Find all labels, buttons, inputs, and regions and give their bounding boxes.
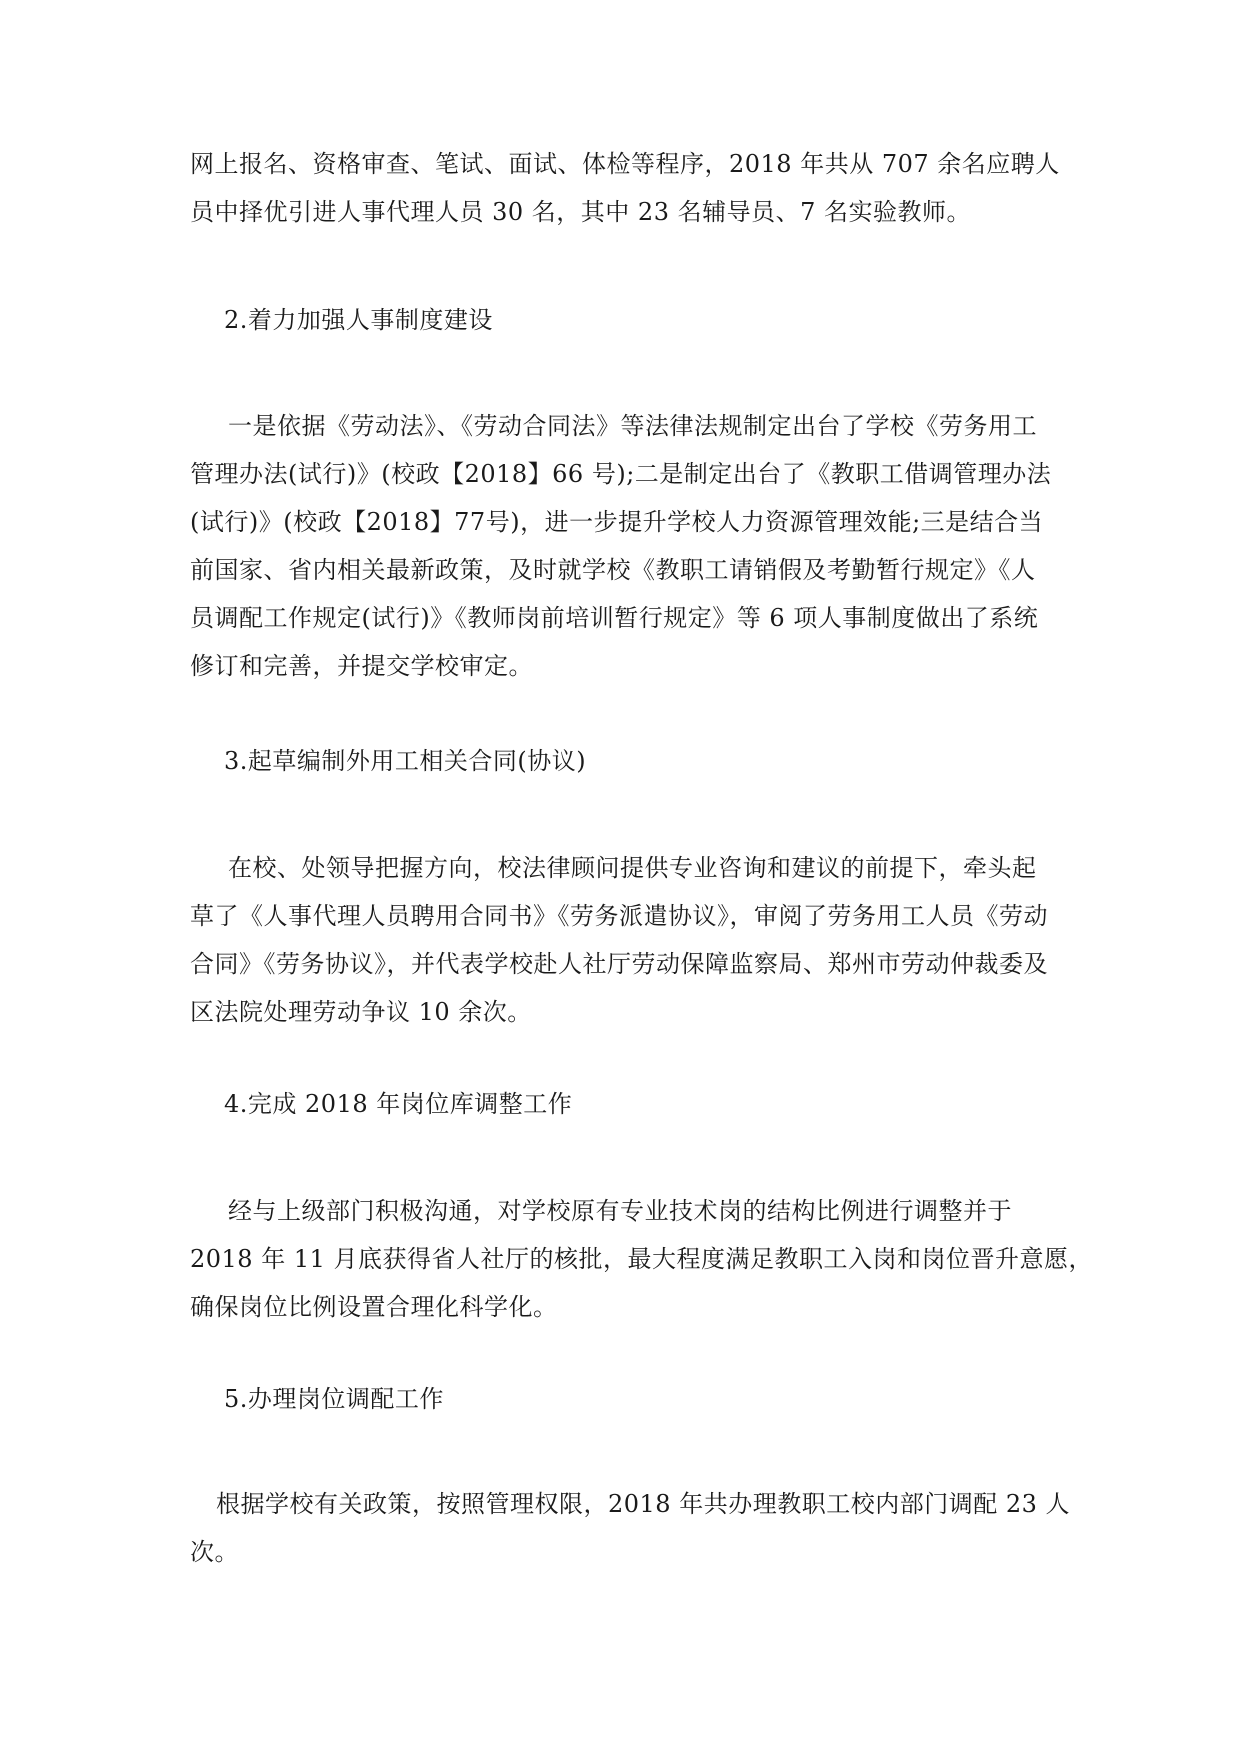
paragraph-line: 员调配工作规定(试行)》《教师岗前培训暂行规定》等 6 项人事制度做出了系统 [190,604,1039,632]
section-3-paragraph [190,844,1060,1036]
paragraph-line: 次。 [190,1538,239,1566]
section-2-paragraph [190,402,1060,690]
paragraph-line: 修订和完善，并提交学校审定。 [190,652,533,680]
section-2-heading: 2.着力加强人事制度建设 [224,306,493,334]
paragraph-line: 合同》《劳务协议》，并代表学校赴人社厅劳动保障监察局、郑州市劳动仲裁委及 [190,950,1048,978]
paragraph-line: 员中择优引进人事代理人员 30 名，其中 23 名辅导员、7 名实验教师。 [190,198,971,226]
section-4-heading: 4.完成 2018 年岗位库调整工作 [224,1090,573,1118]
paragraph-line: 前国家、省内相关最新政策，及时就学校《教职工请销假及考勤暂行规定》《人 [190,556,1036,584]
paragraph-line: 确保岗位比例设置合理化科学化。 [190,1293,558,1321]
section-5-heading: 5.办理岗位调配工作 [224,1385,444,1413]
paragraph-line: 草了《人事代理人员聘用合同书》《劳务派遣协议》，审阅了劳务用工人员《劳动 [190,902,1048,930]
paragraph-line: 2018 年 11 月底获得省人社厅的核批，最大程度满足教职工入岗和岗位晋升意愿， [190,1245,1094,1273]
paragraph-line: 根据学校有关政策，按照管理权限，2018 年共办理教职工校内部门调配 23 人 [216,1490,1071,1518]
section-3-heading: 3.起草编制外用工相关合同(协议) [224,747,587,775]
paragraph-line: 管理办法(试行)》(校政【2018】66 号);二是制定出台了《教职工借调管理办法 [190,460,1052,488]
paragraph-line: 在校、处领导把握方向，校法律顾问提供专业咨询和建议的前提下，牵头起 [228,854,1037,882]
paragraph-line: 经与上级部门积极沟通，对学校原有专业技术岗的结构比例进行调整并于 [228,1197,1012,1225]
paragraph-line: 一是依据《劳动法》、《劳动合同法》等法律法规制定出台了学校《劳务用工 [228,412,1037,440]
paragraph-line: (试行)》(校政【2018】77号)，进一步提升学校人力资源管理效能;三是结合当 [190,508,1044,536]
paragraph-line: 网上报名、资格审查、笔试、面试、体检等程序，2018 年共从 707 余名应聘人 [190,150,1060,178]
intro-paragraph [190,140,1060,236]
paragraph-line: 区法院处理劳动争议 10 余次。 [190,998,532,1026]
section-5-paragraph [190,1480,1071,1576]
section-4-paragraph [190,1187,1094,1331]
